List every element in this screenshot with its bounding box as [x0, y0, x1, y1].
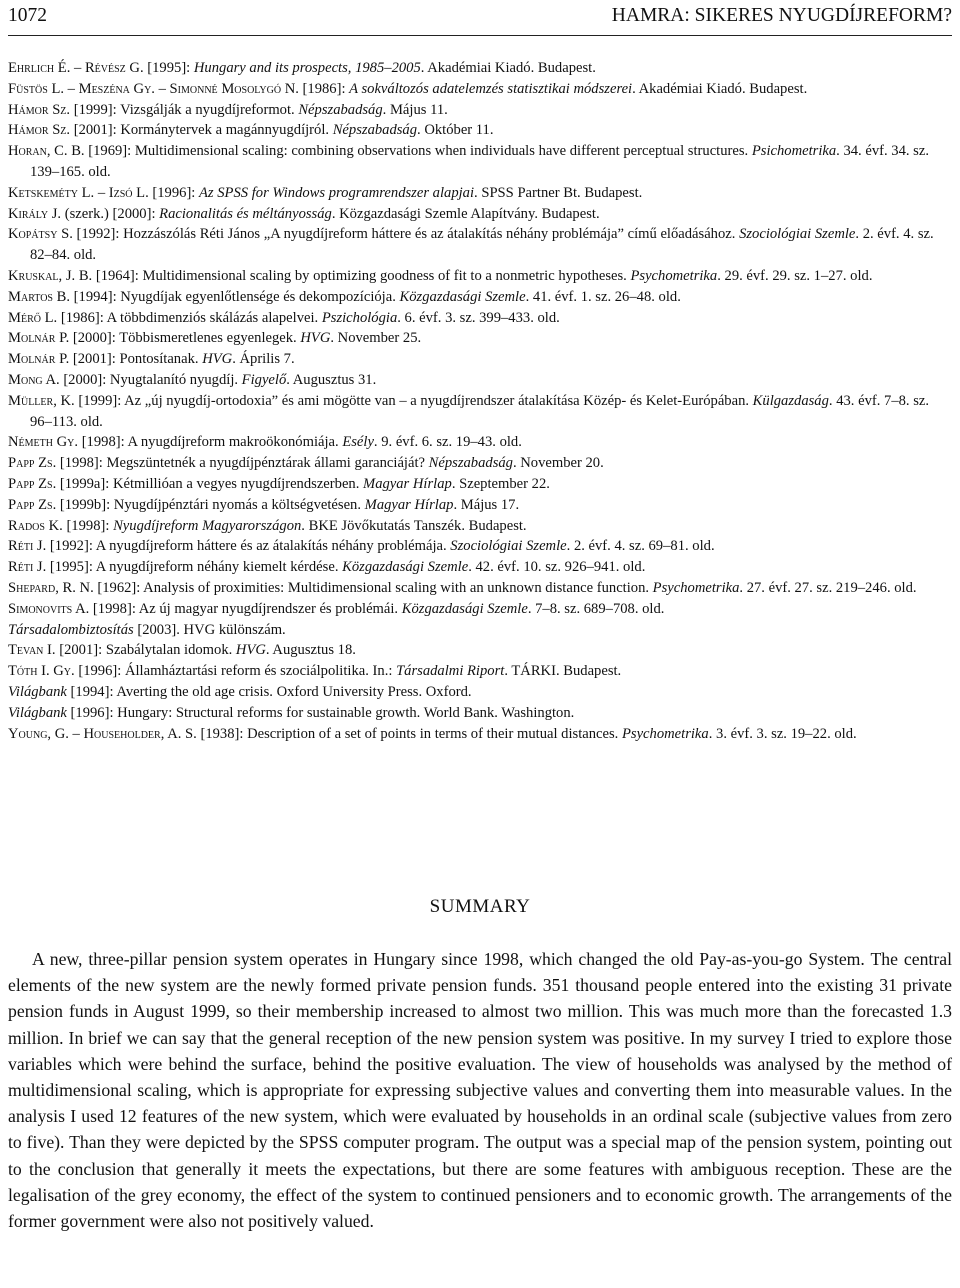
- reference-details: [1986]:: [298, 80, 350, 97]
- reference-author: Young, G. – Householder, A. S.: [8, 725, 197, 742]
- reference-details: [1938]: Description of a set of points in terms of their mutual distances.: [196, 725, 622, 742]
- reference-author: Martos B.: [8, 288, 71, 305]
- reference-details: [1998]: Az új magyar nyugdíjrendszer és problémái.: [89, 600, 402, 617]
- reference-author: Tevan I.: [8, 642, 56, 659]
- reference-publication: [2003]. HVG különszám.: [133, 621, 286, 638]
- reference-source: Világbank: [8, 683, 67, 700]
- reference-publication: . Akadémiai Kiadó. Budapest.: [420, 60, 596, 76]
- reference-details: [1996]: Államháztartási reform és szociálpolitika. In.:: [74, 663, 397, 680]
- reference-source: Hungary and its prospects, 1985–2005: [193, 60, 421, 76]
- reference-details: [1995]: A nyugdíjreform néhány kiemelt kérdése.: [46, 559, 343, 576]
- reference-source: Pszichológia: [321, 309, 398, 326]
- reference-author: Kopátsy S.: [8, 226, 73, 243]
- reference-publication: . Augusztus 31.: [286, 371, 377, 388]
- reference-publication: . 7–8. sz. 689–708. old.: [527, 600, 665, 617]
- reference-publication: . BKE Jövőkutatás Tanszék. Budapest.: [301, 517, 527, 534]
- reference-publication: . 2. évf. 4. sz. 82–84. old.: [30, 226, 934, 264]
- reference-source: HVG: [235, 642, 266, 659]
- reference-details: [1964]: Multidimensional scaling by optimizing goodness of fit to a nonmetric hypotheses.: [92, 267, 631, 284]
- reference-item: [8, 120, 952, 141]
- reference-publication: . 3. évf. 3. sz. 19–22. old.: [708, 725, 857, 742]
- reference-author: Németh Gy.: [8, 434, 79, 451]
- reference-source: Psichometrika: [751, 143, 837, 160]
- reference-details: [1994]: Nyugdíjak egyenlőtlensége és dekompozíciója.: [70, 288, 400, 305]
- reference-author: Mérő L.: [8, 309, 58, 326]
- reference-source: Népszabadság: [428, 455, 513, 472]
- page-number: 1072: [8, 5, 47, 26]
- reference-source: Psychometrika: [652, 579, 740, 596]
- reference-item: [8, 640, 952, 661]
- summary-text: A new, three-pillar pension system operates in Hungary since 1998, which changed the old Pay-as-you-go System. The central elements of the new system are the newly formed private pension funds. 351 thousand people entered into the existing 31 private pension funds in August 1999, so their membership increased to almost two million. This was much more than the forecasted 1.3 million. In brief we can say that the general reception of the new pension system was positive. In my survey I tried to explore those variables which were behind the surface, behind the positive evaluation. The view of households was analysed by the method of multidimensional scaling, which is appropriate for expressing subjective values and converting them into measurable values. In the analysis I used 12 features of the new system, which were evaluated by households in an ordinal scale (subjective values from zero to five). Than they were depicted by the SPSS computer program. The output was a special map of the pension system, pointing out to the conclusion that generally it meets the expectations, but there are some features with ambiguous reception. These are the legalisation of the grey economy, the effect of the system to continued pensioners and to economic growth. The arrangements of the former government were also not positively valued.: [8, 949, 952, 1232]
- reference-source: Társadalombiztosítás: [8, 621, 134, 638]
- reference-author: Ehrlich É. – Révész G.: [8, 60, 144, 76]
- reference-list: [8, 58, 952, 744]
- header-rule: [8, 35, 952, 36]
- reference-details: [2001]: Kormánytervek a magánnyugdíjról.: [70, 122, 333, 139]
- reference-item: [8, 703, 952, 724]
- reference-source: Racionalitás és méltányosság: [159, 205, 332, 222]
- reference-details: [1998]: A nyugdíjreform makroökonómiája.: [78, 434, 343, 451]
- reference-author: Müller, K.: [8, 392, 75, 409]
- reference-item: [8, 266, 952, 287]
- summary-title: SUMMARY: [429, 896, 531, 917]
- reference-details: [1998]:: [62, 517, 114, 534]
- reference-source: Magyar Hírlap: [364, 496, 454, 513]
- reference-author: Hámor Sz.: [8, 122, 71, 139]
- reference-source: Külgazdaság: [752, 392, 829, 409]
- reference-item: [8, 599, 952, 620]
- reference-publication: . SPSS Partner Bt. Budapest.: [474, 184, 643, 201]
- reference-author: Papp Zs.: [8, 496, 57, 513]
- reference-source: Magyar Hírlap: [363, 475, 452, 492]
- reference-publication: . Közgazdasági Szemle Alapítvány. Budapest.: [331, 205, 600, 222]
- reference-source: Szociológiai Szemle: [739, 226, 856, 243]
- reference-publication: . 27. évf. 27. sz. 219–246. old.: [739, 579, 917, 596]
- reference-author: Hámor Sz.: [8, 101, 71, 118]
- reference-item: [8, 100, 952, 121]
- reference-source: Psychometrika: [630, 267, 718, 284]
- reference-details: [1998]: Megszüntetnék a nyugdíjpénztárak állami garanciáját?: [56, 455, 429, 472]
- reference-author: Kruskal, J. B.: [8, 267, 93, 284]
- reference-source: Közgazdasági Szemle: [401, 600, 528, 617]
- reference-publication: . Szeptember 22.: [451, 475, 550, 492]
- reference-publication: . 9. évf. 6. sz. 19–43. old.: [373, 434, 522, 451]
- reference-details: [2001]: Szabálytalan idomok.: [55, 642, 236, 659]
- reference-author: Füstös L. – Meszéna Gy. – Simonné Mosolygó N.: [8, 80, 299, 97]
- reference-author: Mong A.: [8, 371, 60, 388]
- reference-details: [1999]: Vizsgálják a nyugdíjreformot.: [70, 101, 299, 118]
- reference-details: (szerk.) [2000]:: [61, 205, 160, 222]
- reference-source: Az SPSS for Windows programrendszer alapjai: [199, 184, 475, 201]
- reference-item: [8, 620, 952, 641]
- reference-publication: . Május 11.: [382, 101, 448, 118]
- reference-publication: . TÁRKI. Budapest.: [504, 663, 622, 680]
- reference-source: Psychometrika: [621, 725, 709, 742]
- reference-item: [8, 370, 952, 391]
- reference-item: [8, 328, 952, 349]
- reference-details: [1992]: Hozzászólás Réti János „A nyugdíjreform háttere és az átalakítás néhány problémája” című előadásához.: [72, 226, 740, 243]
- reference-item: [8, 474, 952, 495]
- reference-author: Simonovits A.: [8, 600, 90, 617]
- reference-details: [1962]: Analysis of proximities: Multidimensional scaling with an unknown distance function.: [93, 579, 653, 596]
- reference-item: [8, 58, 952, 79]
- reference-publication: . Október 11.: [417, 122, 494, 139]
- reference-details: [1969]: Multidimensional scaling: combining observations when individuals have different perceptual structures.: [84, 143, 752, 160]
- reference-author: Király J.: [8, 205, 62, 222]
- reference-details: [2001]: Pontosítanak.: [69, 351, 203, 368]
- reference-publication: . Április 7.: [232, 351, 295, 368]
- reference-author: Papp Zs.: [8, 475, 57, 492]
- reference-details: [1999b]: Nyugdíjpénztári nyomás a költségvetésen.: [56, 496, 365, 513]
- reference-item: [8, 183, 952, 204]
- reference-item: [8, 308, 952, 329]
- reference-item: [8, 495, 952, 516]
- reference-author: Molnár P.: [8, 351, 70, 368]
- reference-item: [8, 536, 952, 557]
- reference-item: [8, 578, 952, 599]
- reference-details: [1999a]: Kétmillióan a vegyes nyugdíjrendszerben.: [56, 475, 364, 492]
- reference-source: Világbank: [8, 704, 67, 721]
- reference-author: Horan, C. B.: [8, 143, 85, 160]
- reference-item: [8, 557, 952, 578]
- reference-item: [8, 516, 952, 537]
- running-title: HAMRA: SIKERES NYUGDÍJREFORM?: [611, 5, 952, 26]
- reference-details: [2000]: Többismeretlenes egyenlegek.: [69, 330, 301, 347]
- reference-source: Népszabadság: [332, 122, 418, 139]
- reference-author: Réti J.: [8, 538, 47, 555]
- reference-item: [8, 432, 952, 453]
- reference-author: Molnár P.: [8, 330, 70, 347]
- reference-details: [2000]: Nyugtalanító nyugdíj.: [59, 371, 242, 388]
- reference-source: Közgazdasági Szemle: [399, 288, 526, 305]
- reference-source: Figyelő: [241, 371, 287, 388]
- reference-source: Népszabadság: [298, 101, 383, 118]
- reference-author: Ketskeméty L. – Izsó L.: [8, 184, 149, 201]
- reference-publication: . 42. évf. 10. sz. 926–941. old.: [468, 559, 646, 576]
- reference-item: [8, 79, 952, 100]
- reference-source: A sokváltozós adatelemzés statisztikai módszerei: [349, 80, 633, 97]
- reference-item: [8, 661, 952, 682]
- reference-source: HVG: [300, 330, 331, 347]
- reference-item: [8, 453, 952, 474]
- reference-publication: [1994]: Averting the old age crisis. Oxford University Press. Oxford.: [66, 683, 472, 700]
- reference-item: [8, 682, 952, 703]
- reference-item: [8, 391, 952, 433]
- reference-source: Társadalmi Riport: [396, 663, 505, 680]
- page-header: [8, 2, 952, 32]
- reference-details: [1986]: A többdimenziós skálázás alapelvei.: [57, 309, 322, 326]
- reference-details: [1995]:: [143, 60, 194, 76]
- reference-details: [1992]: A nyugdíjreform háttere és az átalakítás néhány problémája.: [46, 538, 451, 555]
- reference-publication: . Május 17.: [453, 496, 520, 513]
- reference-source: Szociológiai Szemle: [450, 538, 567, 555]
- reference-author: Réti J.: [8, 559, 47, 576]
- reference-author: Tóth I. Gy.: [8, 663, 75, 680]
- reference-publication: . 2. évf. 4. sz. 69–81. old.: [566, 538, 715, 555]
- reference-publication: . 34. évf. 34. sz. 139–165. old.: [30, 143, 929, 180]
- reference-item: [8, 724, 952, 745]
- reference-source: Esély: [342, 434, 374, 451]
- reference-item: [8, 224, 952, 266]
- reference-details: [1999]: Az „új nyugdíj-ortodoxia” és ami mögötte van – a nyugdíjrendszer átalakítása Közép- és Kelet-Európában.: [74, 392, 753, 409]
- reference-source: Közgazdasági Szemle: [342, 559, 469, 576]
- reference-publication: . November 20.: [512, 455, 604, 472]
- reference-publication: . 29. évf. 29. sz. 1–27. old.: [717, 267, 873, 284]
- reference-item: [8, 349, 952, 370]
- reference-details: [1996]:: [148, 184, 200, 201]
- reference-item: [8, 287, 952, 308]
- reference-publication: . 43. évf. 7–8. sz. 96–113. old.: [30, 392, 930, 430]
- reference-author: Rados K.: [8, 517, 63, 534]
- reference-item: [8, 204, 952, 225]
- reference-source: Nyugdíjreform Magyarországon: [113, 517, 302, 534]
- reference-item: [8, 141, 952, 183]
- reference-publication: [1996]: Hungary: Structural reforms for sustainable growth. World Bank. Washington.: [66, 704, 575, 721]
- reference-publication: . 41. évf. 1. sz. 26–48. old.: [525, 288, 681, 305]
- reference-publication: . Augusztus 18.: [265, 642, 356, 659]
- reference-publication: . November 25.: [330, 330, 422, 347]
- reference-source: HVG: [202, 351, 233, 368]
- reference-publication: . 6. évf. 3. sz. 399–433. old.: [397, 309, 560, 326]
- reference-publication: . Akadémiai Kiadó. Budapest.: [632, 80, 808, 97]
- reference-author: Papp Zs.: [8, 455, 57, 472]
- reference-author: Shepard, R. N.: [8, 579, 94, 596]
